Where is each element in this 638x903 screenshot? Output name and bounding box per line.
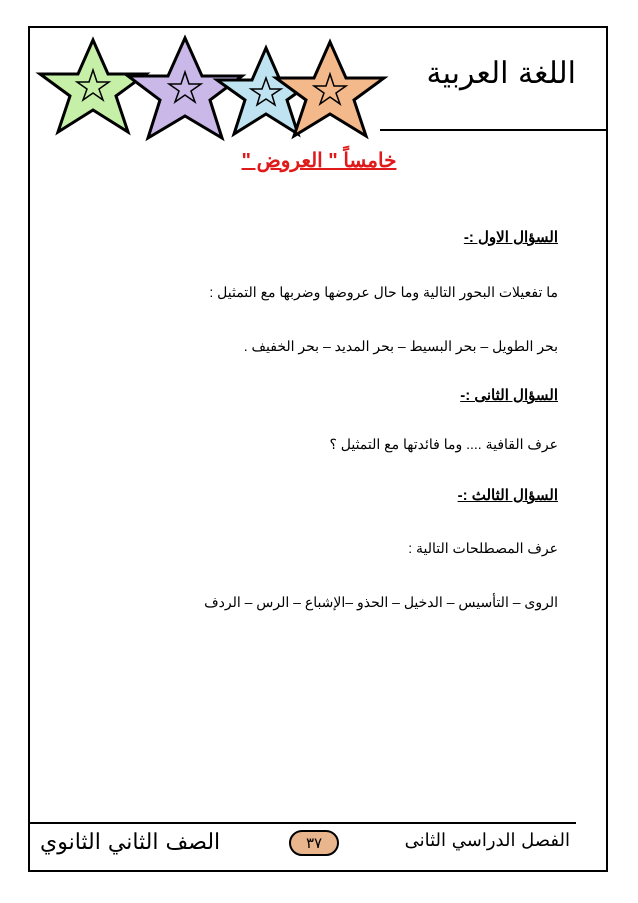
question-3-text: عرف المصطلحات التالية :: [408, 540, 558, 556]
page-title: اللغة العربية: [426, 56, 576, 91]
decorative-stars: [30, 26, 390, 146]
footer-term: الفصل الدراسي الثانى: [404, 830, 570, 851]
question-2-heading: السؤال الثانى :-: [460, 387, 558, 404]
page-number-badge: ٣٧: [289, 830, 339, 856]
star-icon-purple: [128, 38, 242, 138]
question-3-detail: الروى – التأسيس – الدخيل – الحذو –الإشباع – الرس – الردف: [204, 594, 558, 610]
question-2-text: عرف القافية .... وما فائدتها مع التمثيل ؟: [329, 436, 558, 452]
star-icon-green: [40, 40, 146, 132]
question-1-text: ما تفعيلات البحور التالية وما حال عروضها وضربها مع التمثيل :: [209, 284, 558, 300]
header-divider: [380, 129, 608, 131]
footer-divider: [30, 822, 576, 824]
footer-grade: الصف الثاني الثانوي: [40, 830, 221, 855]
question-1-heading: السؤال الاول :-: [463, 229, 558, 246]
question-1-detail: بحر الطويل – بحر البسيط – بحر المديد – بحر الخفيف .: [243, 338, 558, 354]
section-title: خامساً " العروض ": [241, 150, 397, 172]
question-3-heading: السؤال الثالث :-: [457, 487, 558, 504]
